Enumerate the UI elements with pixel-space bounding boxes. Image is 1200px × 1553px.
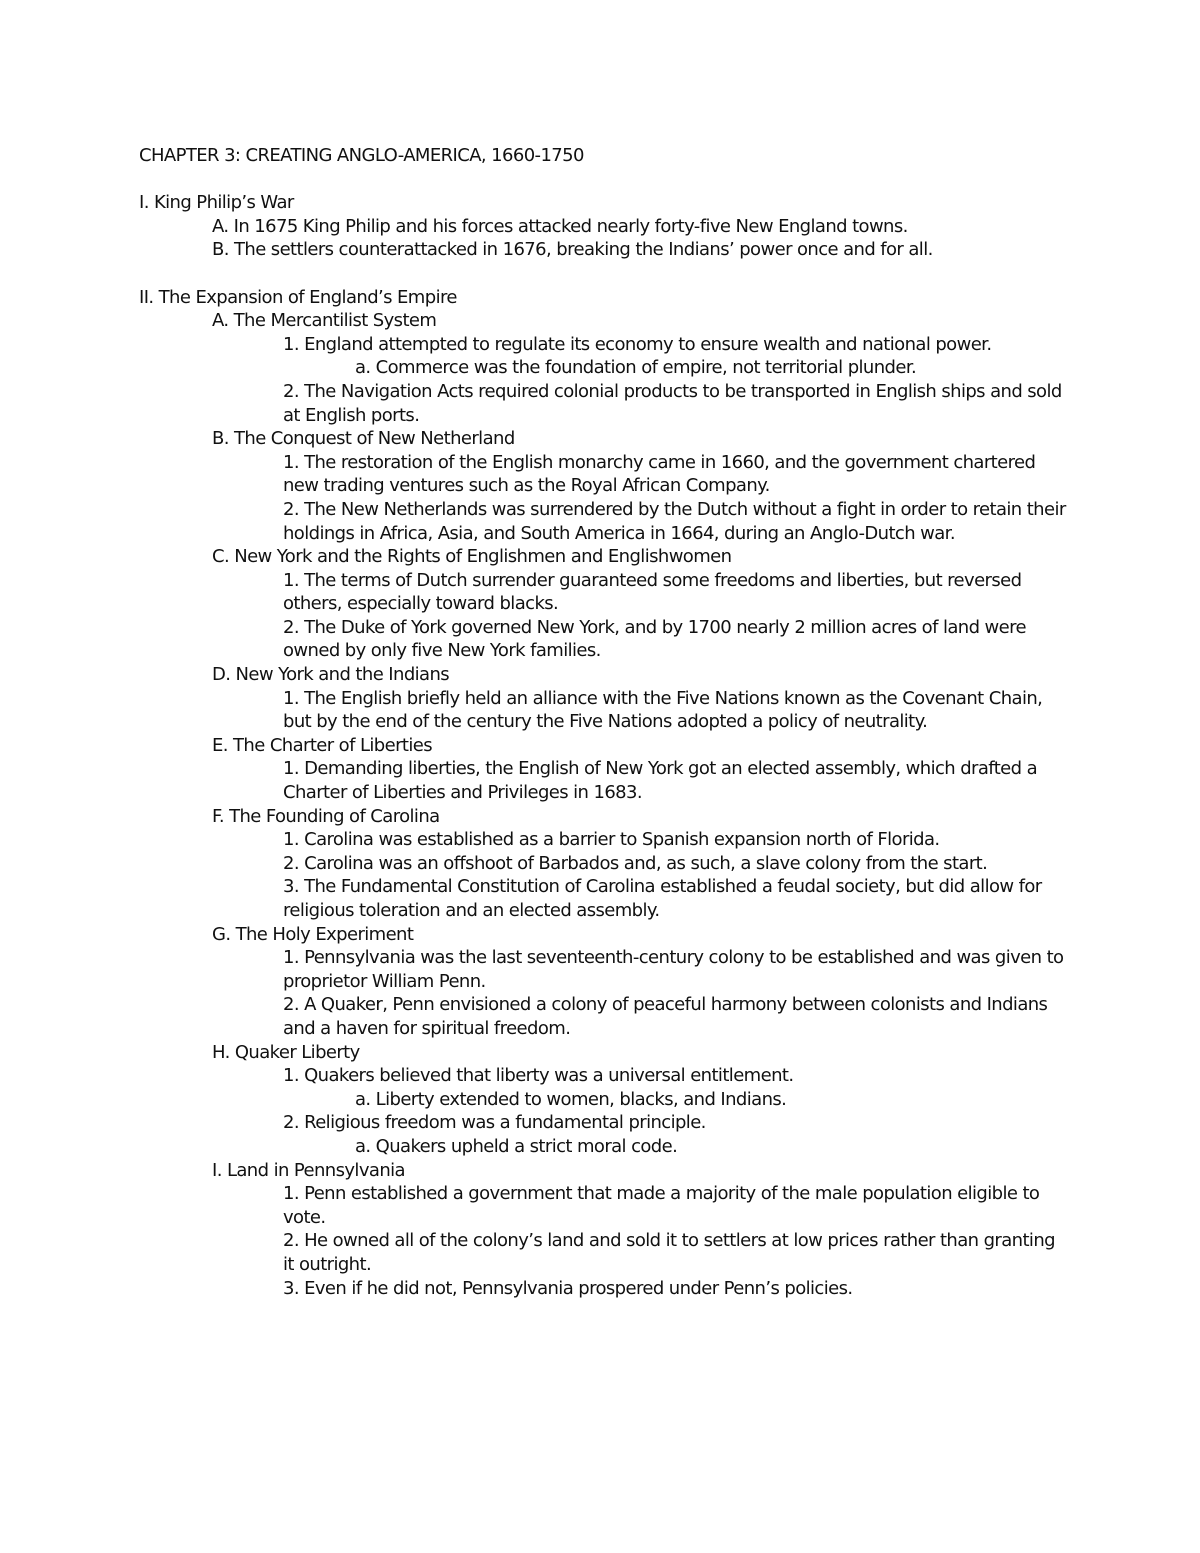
- chapter-title: CHAPTER 3: CREATING ANGLO-AMERICA, 1660-1750: [139, 145, 584, 166]
- outline-point: 2. The Navigation Acts required colonial products to be transported in English ships and sold at English ports.: [283, 380, 1062, 426]
- subsection-heading-i: I. Land in Pennsylvania: [212, 1159, 405, 1181]
- outline-subpoint: a. Commerce was the foundation of empire, not territorial plunder.: [355, 357, 917, 379]
- outline-point: 3. Even if he did not, Pennsylvania prospered under Penn’s policies.: [283, 1277, 853, 1299]
- subsection-heading-d: D. New York and the Indians: [212, 664, 450, 686]
- spacer: [139, 262, 1069, 286]
- outline-item-i-a: A. In 1675 King Philip and his forces attacked nearly forty-five New England towns.: [212, 215, 908, 237]
- outline-point: 1. Quakers believed that liberty was a universal entitlement.: [283, 1065, 794, 1087]
- section-heading-ii: II. The Expansion of England’s Empire: [139, 286, 457, 308]
- section-heading-i: I. King Philip’s War: [139, 192, 294, 214]
- outline-item-i-b: B. The settlers counterattacked in 1676, breaking the Indians’ power once and for all.: [212, 239, 933, 261]
- outline-point: 2. A Quaker, Penn envisioned a colony of peaceful harmony between colonists and Indians and a haven for spiritual freedom.: [283, 994, 1048, 1039]
- subsection-heading-f: F. The Founding of Carolina: [212, 805, 440, 827]
- document-page: [139, 144, 1069, 1300]
- subsection-heading-c: C. New York and the Rights of Englishmen and Englishwomen: [212, 546, 732, 568]
- outline-point: 1. Carolina was established as a barrier to Spanish expansion north of Florida.: [283, 829, 940, 851]
- outline-point: 2. Religious freedom was a fundamental principle.: [283, 1112, 706, 1134]
- outline-point: 1. Pennsylvania was the last seventeenth-century colony to be established and was given to proprietor William Penn.: [283, 947, 1064, 992]
- outline-point: 1. England attempted to regulate its economy to ensure wealth and national power.: [283, 333, 992, 355]
- subsection-heading-e: E. The Charter of Liberties: [212, 734, 432, 756]
- subsection-heading-g: G. The Holy Experiment: [212, 923, 414, 945]
- outline-point: 1. Demanding liberties, the English of New York got an elected assembly, which drafted a Charter of Liberties and Privileges in 1683.: [283, 758, 1038, 804]
- subsection-heading-a: A. The Mercantilist System: [212, 310, 437, 332]
- outline-point: 1. The English briefly held an alliance with the Five Nations known as the Covenant Chain, but by the end of the century the Five Nations adopted a policy of neutrality.: [283, 687, 1043, 733]
- outline-subpoint: a. Quakers upheld a strict moral code.: [355, 1135, 678, 1157]
- subsection-heading-b: B. The Conquest of New Netherland: [212, 428, 515, 450]
- outline-point: 1. The terms of Dutch surrender guaranteed some freedoms and liberties, but reversed others, especially toward blacks.: [283, 569, 1022, 615]
- outline-point: 2. The New Netherlands was surrendered by the Dutch without a fight in order to retain their holdings in Africa, Asia, and South America in 1664, during an Anglo-Dutch war.: [283, 498, 1066, 544]
- outline-point: 3. The Fundamental Constitution of Carolina established a feudal society, but did allow for religious toleration and an elected assembly.: [283, 876, 1042, 921]
- spacer: [139, 168, 1069, 192]
- outline-point: 1. Penn established a government that made a majority of the male population eligible to vote.: [283, 1183, 1040, 1228]
- outline-point: 2. The Duke of York governed New York, and by 1700 nearly 2 million acres of land were owned by only five New York families.: [283, 616, 1027, 662]
- outline-point: 1. The restoration of the English monarchy came in 1660, and the government chartered new trading ventures such as the Royal African Company.: [283, 451, 1036, 497]
- outline-point: 2. Carolina was an offshoot of Barbados and, as such, a slave colony from the start.: [283, 852, 988, 874]
- outline-point: 2. He owned all of the colony’s land and sold it to settlers at low prices rather than granting it outright.: [283, 1230, 1055, 1275]
- outline-subpoint: a. Liberty extended to women, blacks, and Indians.: [355, 1088, 787, 1110]
- subsection-heading-h: H. Quaker Liberty: [212, 1041, 360, 1063]
